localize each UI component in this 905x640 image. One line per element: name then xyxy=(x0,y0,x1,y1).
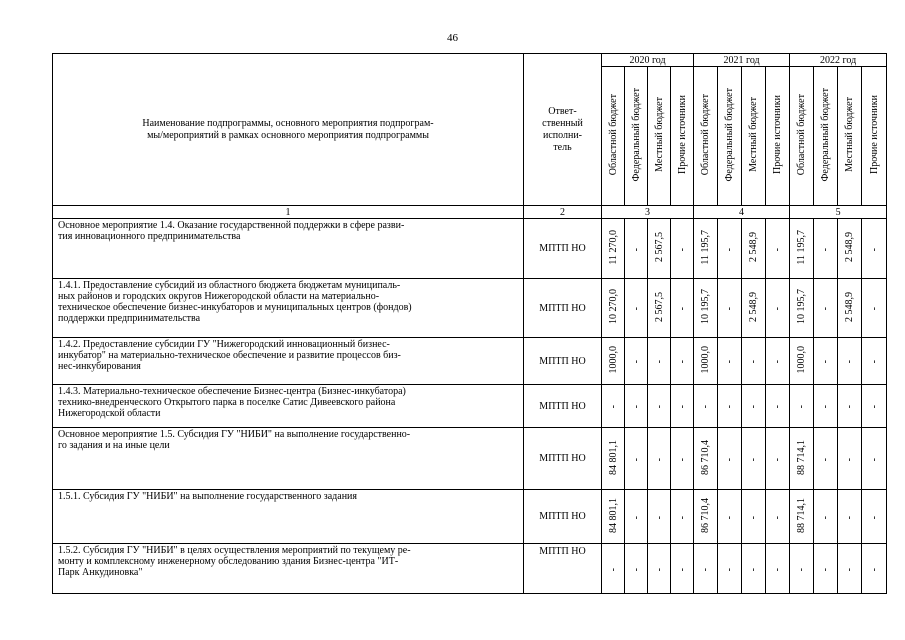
row-value: - xyxy=(724,405,736,409)
row-responsible: МПТП НО xyxy=(524,385,602,428)
header-source-label: Областной бюджет xyxy=(700,93,712,176)
row-value: - xyxy=(724,457,736,461)
header-source-cell xyxy=(625,67,648,206)
row-value: 10 270,0 xyxy=(607,289,619,324)
page-number: 46 xyxy=(447,32,458,44)
row-value: - xyxy=(844,515,856,519)
row-value-cell xyxy=(838,279,862,338)
row-value-cell xyxy=(742,338,766,385)
row-value-cell xyxy=(694,219,718,279)
row-responsible: МПТП НО xyxy=(524,219,602,279)
row-value-cell xyxy=(625,428,648,490)
row-value-cell xyxy=(671,279,694,338)
row-value-cell xyxy=(694,428,718,490)
table-row xyxy=(53,544,887,594)
row-value-cell xyxy=(766,544,790,594)
row-value-cell xyxy=(766,385,790,428)
row-value: 2 548,9 xyxy=(844,232,856,262)
row-value-cell xyxy=(766,428,790,490)
column-number: 1 xyxy=(53,206,524,219)
row-value: - xyxy=(844,457,856,461)
row-value: - xyxy=(676,247,688,251)
row-value-cell xyxy=(742,385,766,428)
row-value-cell xyxy=(671,219,694,279)
row-value: - xyxy=(724,247,736,251)
row-responsible: МПТП НО xyxy=(524,428,602,490)
row-value: 2 567,5 xyxy=(653,291,665,322)
row-value: 11 195,7 xyxy=(796,229,808,265)
header-source-cell xyxy=(648,67,671,206)
row-value: - xyxy=(868,457,880,461)
row-value: - xyxy=(676,307,688,311)
row-value-cell xyxy=(790,490,814,544)
column-number: 2 xyxy=(524,206,602,219)
row-value: - xyxy=(748,360,760,364)
header-source-cell xyxy=(790,67,814,206)
row-value-cell xyxy=(625,219,648,279)
row-value-cell xyxy=(742,279,766,338)
row-name: Основное мероприятие 1.4. Оказание государственной поддержки в сфере разви- тия инновационного предпринимательства xyxy=(58,220,405,242)
row-value: - xyxy=(700,405,712,409)
header-name-cell xyxy=(53,54,524,206)
row-value-cell xyxy=(838,544,862,594)
row-value: 84 801,1 xyxy=(607,497,619,533)
row-value: 88 714,1 xyxy=(796,497,808,533)
row-value: - xyxy=(724,515,736,519)
row-value-cell xyxy=(766,219,790,279)
header-source-label: Прочие источники xyxy=(676,95,688,174)
row-value: - xyxy=(653,360,665,364)
row-value-cell xyxy=(742,428,766,490)
header-source-label: Федеральный бюджет xyxy=(630,87,642,182)
row-value-cell xyxy=(742,219,766,279)
row-value-cell xyxy=(718,385,742,428)
row-value: - xyxy=(630,457,642,461)
row-name-cell xyxy=(53,490,524,544)
row-responsible: МПТП НО xyxy=(524,279,602,338)
header-source-label: Федеральный бюджет xyxy=(724,87,736,182)
row-name: 1.4.2. Предоставление субсидии ГУ "Нижегородский инновационный бизнес- инкубатор" на материально-техническое обеспечение и развитие процессов биз- нес-инкубирования xyxy=(58,339,401,372)
row-value: - xyxy=(820,307,832,311)
row-value-cell xyxy=(718,428,742,490)
row-value-cell xyxy=(814,385,838,428)
row-value-cell xyxy=(648,428,671,490)
row-value-cell xyxy=(694,544,718,594)
row-value: - xyxy=(748,405,760,409)
row-value-cell xyxy=(766,279,790,338)
row-value-cell xyxy=(694,279,718,338)
row-value-cell xyxy=(694,338,718,385)
header-source-cell xyxy=(602,67,625,206)
row-value-cell xyxy=(718,219,742,279)
row-value: - xyxy=(868,405,880,409)
row-value-cell xyxy=(862,428,887,490)
row-name-cell xyxy=(53,385,524,428)
row-value: - xyxy=(772,457,784,461)
header-source-label: Областной бюджет xyxy=(607,93,619,176)
table-row xyxy=(53,219,887,279)
row-value-cell xyxy=(718,490,742,544)
row-value-cell xyxy=(790,385,814,428)
row-value: - xyxy=(630,405,642,409)
row-value-cell xyxy=(790,279,814,338)
row-value-cell xyxy=(602,385,625,428)
row-value: - xyxy=(724,567,736,571)
row-value-cell xyxy=(648,279,671,338)
row-value: - xyxy=(796,567,808,571)
header-source-cell xyxy=(766,67,790,206)
row-name: 1.4.1. Предоставление субсидий из областного бюджета бюджетам муниципаль- ных районов и городских округов Нижегородской области на материально- техническое обеспечение бизнес-инкубаторов и муниципальных центров (фондов) поддержки предпринимательства xyxy=(58,280,412,324)
row-value-cell xyxy=(742,490,766,544)
row-name: 1.5.1. Субсидия ГУ "НИБИ" на выполнение государственного задания xyxy=(58,491,357,502)
row-name-cell xyxy=(53,428,524,490)
row-value-cell xyxy=(862,490,887,544)
row-value-cell xyxy=(814,544,838,594)
row-value-cell xyxy=(814,490,838,544)
row-value-cell xyxy=(718,544,742,594)
row-value-cell xyxy=(648,385,671,428)
row-value-cell xyxy=(862,544,887,594)
row-value: - xyxy=(676,567,688,571)
header-source-label: Местный бюджет xyxy=(748,97,760,172)
header-year-2021: 2021 год xyxy=(694,54,790,67)
row-value-cell xyxy=(862,219,887,279)
header-source-cell xyxy=(838,67,862,206)
row-value: - xyxy=(772,405,784,409)
row-value-cell xyxy=(625,490,648,544)
row-value-cell xyxy=(625,338,648,385)
table-row xyxy=(53,490,887,544)
row-value: 11 270,0 xyxy=(607,229,619,265)
row-value-cell xyxy=(862,338,887,385)
row-value: - xyxy=(844,567,856,571)
row-value: - xyxy=(820,457,832,461)
row-value: 2 548,9 xyxy=(748,291,760,322)
row-value: - xyxy=(607,405,619,409)
row-value: - xyxy=(653,405,665,409)
row-value: - xyxy=(820,247,832,251)
header-source-cell xyxy=(718,67,742,206)
row-value-cell xyxy=(648,544,671,594)
row-value-cell xyxy=(602,219,625,279)
header-source-label: Местный бюджет xyxy=(653,97,665,172)
row-value: - xyxy=(676,457,688,461)
row-value-cell xyxy=(814,219,838,279)
row-value: - xyxy=(868,247,880,251)
row-value: - xyxy=(844,405,856,409)
row-responsible: МПТП НО xyxy=(524,338,602,385)
row-value: - xyxy=(653,457,665,461)
row-value: - xyxy=(772,515,784,519)
row-value: 10 195,7 xyxy=(796,289,808,324)
row-value-cell xyxy=(671,338,694,385)
row-value-cell xyxy=(838,490,862,544)
row-name-cell xyxy=(53,219,524,279)
row-value: - xyxy=(748,457,760,461)
row-value-cell xyxy=(625,544,648,594)
row-value-cell xyxy=(814,279,838,338)
row-value: - xyxy=(772,567,784,571)
row-value-cell xyxy=(648,219,671,279)
row-value: - xyxy=(868,307,880,311)
row-value: - xyxy=(868,515,880,519)
row-responsible: МПТП НО xyxy=(524,544,602,594)
row-value: - xyxy=(820,405,832,409)
row-value-cell xyxy=(648,490,671,544)
row-value-cell xyxy=(671,385,694,428)
row-value-cell xyxy=(814,338,838,385)
row-value: - xyxy=(676,360,688,364)
row-value-cell xyxy=(838,338,862,385)
row-value-cell xyxy=(602,490,625,544)
row-value: 86 710,4 xyxy=(700,497,712,533)
row-value-cell xyxy=(602,279,625,338)
row-value-cell xyxy=(602,338,625,385)
column-number: 5 xyxy=(790,206,887,219)
header-source-cell xyxy=(862,67,887,206)
row-value: - xyxy=(607,567,619,571)
budget-table xyxy=(52,53,887,594)
row-value: - xyxy=(676,405,688,409)
row-value: - xyxy=(653,567,665,571)
row-name-cell xyxy=(53,338,524,385)
row-value-cell xyxy=(838,219,862,279)
table-row xyxy=(53,338,887,385)
header-responsible-text: Ответ- ственный исполни- тель xyxy=(542,105,583,153)
row-value-cell xyxy=(790,428,814,490)
row-value: - xyxy=(820,360,832,364)
row-value-cell xyxy=(694,490,718,544)
row-value: - xyxy=(653,515,665,519)
row-value: 88 714,1 xyxy=(796,439,808,475)
row-value-cell xyxy=(862,385,887,428)
row-value-cell xyxy=(790,544,814,594)
row-value: - xyxy=(630,307,642,311)
header-source-label: Федеральный бюджет xyxy=(820,87,832,182)
header-year-2020: 2020 год xyxy=(602,54,694,67)
row-responsible: МПТП НО xyxy=(524,490,602,544)
row-value-cell xyxy=(648,338,671,385)
row-value: - xyxy=(844,360,856,364)
row-value-cell xyxy=(766,490,790,544)
row-value: 1000,0 xyxy=(607,345,619,374)
row-name: 1.5.2. Субсидия ГУ "НИБИ" в целях осуществления мероприятий по текущему ре- монту и комплексному инженерному обследованию здания Бизнес-центра "ИТ- Парк Анкудиновка" xyxy=(58,545,411,578)
row-value: - xyxy=(772,247,784,251)
row-value: - xyxy=(748,515,760,519)
row-value: - xyxy=(772,360,784,364)
row-value: - xyxy=(796,405,808,409)
row-value: - xyxy=(820,515,832,519)
table-body xyxy=(53,219,887,594)
header-source-label: Прочие источники xyxy=(772,95,784,174)
header-year-2022: 2022 год xyxy=(790,54,887,67)
column-number: 3 xyxy=(602,206,694,219)
row-value-cell xyxy=(766,338,790,385)
row-value-cell xyxy=(602,544,625,594)
column-numbers-row xyxy=(53,206,887,219)
table-row xyxy=(53,428,887,490)
header-responsible-cell xyxy=(524,54,602,206)
row-value: - xyxy=(630,567,642,571)
header-source-label: Местный бюджет xyxy=(844,97,856,172)
row-value-cell xyxy=(862,279,887,338)
header-source-label: Областной бюджет xyxy=(796,93,808,176)
header-source-cell xyxy=(671,67,694,206)
row-value: 10 195,7 xyxy=(700,289,712,324)
column-number: 4 xyxy=(694,206,790,219)
header-name-text: Наименование подпрограммы, основного мероприятия подпрограм- мы/мероприятий в рамках основного мероприятия подпрограммы xyxy=(142,117,434,141)
row-name-cell xyxy=(53,544,524,594)
row-value: 2 548,9 xyxy=(844,291,856,322)
row-value: - xyxy=(724,360,736,364)
row-value: - xyxy=(820,567,832,571)
table-row xyxy=(53,385,887,428)
row-name-cell xyxy=(53,279,524,338)
row-value-cell xyxy=(718,338,742,385)
row-value-cell xyxy=(790,338,814,385)
row-value: - xyxy=(868,360,880,364)
row-value: - xyxy=(676,515,688,519)
header-source-label: Прочие источники xyxy=(868,95,880,174)
row-value: - xyxy=(724,307,736,311)
row-value: 2 567,5 xyxy=(653,232,665,262)
row-value-cell xyxy=(671,544,694,594)
row-value: - xyxy=(748,567,760,571)
row-value-cell xyxy=(814,428,838,490)
row-value: 1000,0 xyxy=(700,345,712,374)
header-source-cell xyxy=(814,67,838,206)
row-value-cell xyxy=(671,428,694,490)
row-value-cell xyxy=(742,544,766,594)
row-name: 1.4.3. Материально-техническое обеспечение Бизнес-центра (Бизнес-инкубатора) технико-внедренческого Открытого парка в поселке Сатис Дивеевского района Нижегородской области xyxy=(58,386,406,419)
row-value-cell xyxy=(838,385,862,428)
row-value-cell xyxy=(790,219,814,279)
row-value-cell xyxy=(671,490,694,544)
row-value-cell xyxy=(694,385,718,428)
row-value: - xyxy=(772,307,784,311)
row-value: - xyxy=(630,515,642,519)
row-value: - xyxy=(630,360,642,364)
row-value: 2 548,9 xyxy=(748,232,760,262)
row-value: - xyxy=(868,567,880,571)
row-value-cell xyxy=(718,279,742,338)
row-value: 86 710,4 xyxy=(700,439,712,475)
row-value: 84 801,1 xyxy=(607,439,619,475)
row-value: 1000,0 xyxy=(796,345,808,374)
table-row xyxy=(53,279,887,338)
row-value: - xyxy=(700,567,712,571)
header-source-cell xyxy=(694,67,718,206)
row-value-cell xyxy=(625,279,648,338)
row-value: 11 195,7 xyxy=(700,229,712,265)
header-source-cell xyxy=(742,67,766,206)
row-value-cell xyxy=(838,428,862,490)
row-value-cell xyxy=(602,428,625,490)
row-value-cell xyxy=(625,385,648,428)
row-name: Основное мероприятие 1.5. Субсидия ГУ "НИБИ" на выполнение государственно- го задания и на иные цели xyxy=(58,429,411,451)
row-value: - xyxy=(630,247,642,251)
